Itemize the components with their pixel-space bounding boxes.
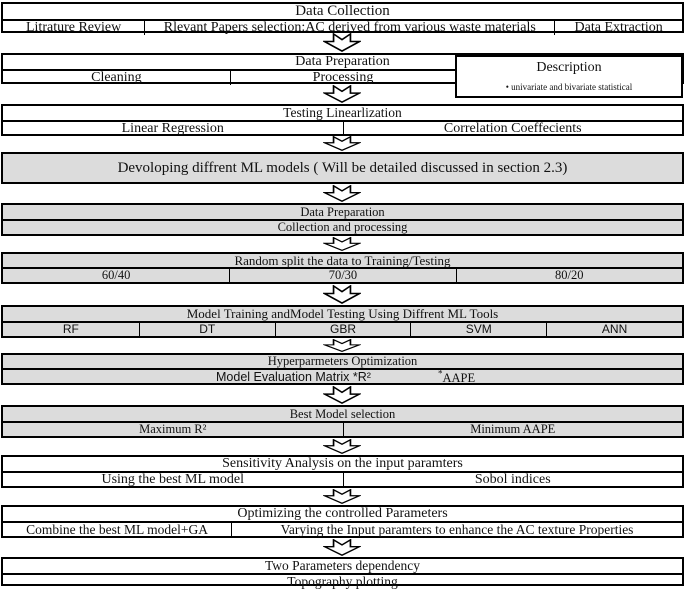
cell-maximum-r2: Maximum R²	[139, 422, 207, 436]
section-data-preparation-2	[1, 203, 684, 236]
down-arrow-icon	[323, 85, 361, 103]
section-title: Data Preparation	[3, 55, 682, 71]
section-cells	[3, 122, 682, 136]
down-arrow-icon	[323, 539, 361, 556]
section-title: Best Model selection	[3, 407, 682, 423]
section-cells	[3, 323, 682, 337]
aape-asterisk: *	[438, 368, 443, 379]
section-title: Devoloping diffrent ML models ( Will be detailed discussed in section 2.3)	[117, 159, 568, 176]
cell-cleaning: Cleaning	[91, 70, 142, 85]
section-cells	[3, 523, 682, 537]
section-title: Testing Linearlization	[3, 106, 682, 122]
down-arrow-icon	[323, 185, 361, 202]
section-hyperparameters	[1, 353, 684, 385]
section-title: Two Parameters dependency	[3, 559, 682, 575]
description-title: Description	[536, 59, 602, 75]
section-title: Random split the data to Training/Testing	[3, 254, 682, 269]
cell-svm: SVM	[410, 323, 546, 337]
cell-ann: ANN	[546, 323, 682, 337]
section-cells	[3, 269, 682, 282]
section-title: Optimizing the controlled Parameters	[3, 507, 682, 523]
aape-label	[438, 369, 475, 384]
section-cells	[3, 575, 682, 589]
description-box	[455, 55, 683, 98]
cell-rf: RF	[62, 322, 79, 337]
cell-correlation-coefficients: Correlation Coeffecients	[343, 122, 683, 136]
cell-best-ml-model: Using the best ML model	[101, 472, 245, 487]
cell-minimum-aape: Minimum AAPE	[343, 423, 683, 437]
down-arrow-icon	[323, 285, 361, 304]
cell-80-20: 80/20	[456, 269, 682, 282]
down-arrow-icon	[323, 237, 361, 251]
section-optimizing	[1, 505, 684, 538]
section-cells	[3, 473, 682, 487]
section-developing-ml-models	[1, 152, 684, 184]
description-bullet: • univariate and bivariate statistical	[505, 81, 633, 92]
section-title: Sensitivity Analysis on the input paramters	[3, 457, 682, 473]
section-cells	[3, 423, 682, 437]
section-model-training	[1, 305, 684, 338]
cell-processing: Processing	[230, 71, 455, 85]
section-title: Data Preparation	[3, 205, 682, 221]
cell-data-extraction: Data Extraction	[554, 21, 682, 35]
cell-sobol-indices: Sobol indices	[343, 473, 683, 487]
down-arrow-icon	[323, 439, 361, 454]
down-arrow-icon	[323, 136, 361, 151]
cell-combine-ml-ga: Combine the best ML model+GA	[26, 522, 208, 537]
section-cells	[3, 221, 682, 235]
section-title: Hyperparmeters Optimization	[3, 355, 682, 370]
cell-varying-input: Varying the Input paramters to enhance the AC texture Properties	[231, 523, 682, 537]
model-evaluation-matrix-label: Model Evaluation Matrix *R²	[216, 369, 371, 384]
down-arrow-icon	[323, 489, 361, 504]
section-data-collection	[1, 2, 684, 33]
section-best-model	[1, 405, 684, 438]
cell-60-40: 60/40	[101, 268, 131, 283]
down-arrow-icon	[323, 339, 361, 352]
cell-linear-regression: Linear Regression	[121, 120, 224, 136]
cell-dt: DT	[139, 323, 275, 337]
cell-collection-processing: Collection and processing	[277, 220, 408, 234]
cell-topography-plotting: Topography plotting	[287, 573, 398, 589]
cell-70-30: 70/30	[229, 269, 455, 282]
section-random-split	[1, 252, 684, 284]
down-arrow-icon	[323, 386, 361, 404]
section-title: Data Collection	[3, 4, 682, 21]
section-sensitivity	[1, 455, 684, 488]
section-title: Model Training andModel Testing Using Diffrent ML Tools	[3, 307, 682, 323]
section-dependency	[1, 557, 684, 589]
cell-relevant-papers: Rlevant Papers selection:AC derived from various waste materials	[144, 21, 554, 35]
cell-gbr: GBR	[275, 323, 411, 337]
section-testing-linearlization	[1, 104, 684, 136]
cell-literature-review: Litrature Review	[25, 20, 122, 35]
down-arrow-icon	[323, 33, 361, 52]
section-cells	[3, 370, 682, 383]
aape-text: AAPE	[442, 370, 476, 385]
